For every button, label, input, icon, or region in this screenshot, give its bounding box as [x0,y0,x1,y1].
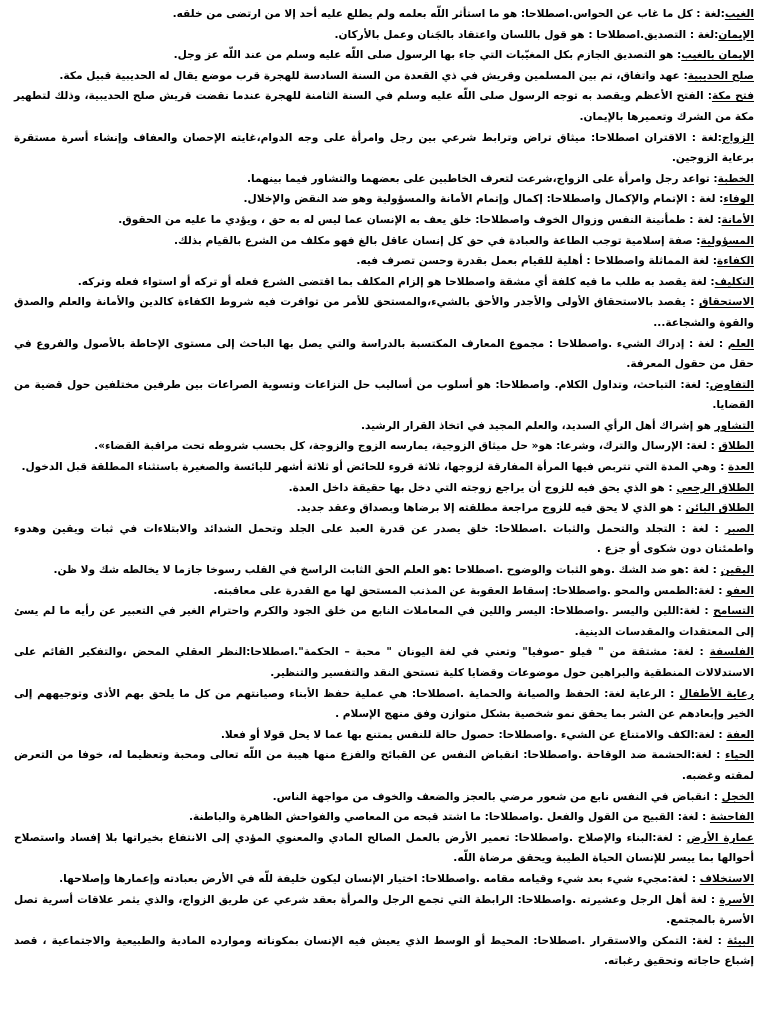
entry-definition: : لغة : إدراك الشيء .واصطلاحا : مجموع المعارف المكتسبة بالدراسة والتي يصل بها الباحث إلى مستوى الإحاطة بالأصول والفروع في حقل من حقول المعرفة. [14,337,754,371]
entry-ghayb [14,4,754,25]
entry-ilm [14,334,754,375]
entry-term: الأمانة [721,213,754,226]
entry-term: الطلاق البائن [685,502,754,515]
entry-definition: : لغة:مجيء شيء بعد شيء وقيامه مقامه .واصطلاحا: اختيار الإنسان ليكون خليفة للّه في الأرض بعبادته وإعمارها وإصلاحها. [59,872,700,885]
entry-definition: : لغة: التباحث، وتداول الكلام. واصطلاحا: هو أسلوب من أساليب حل النزاعات وتسوية الصراعات بين طرفين مختلفين حول قضية من القضايا. [14,378,754,412]
entry-definition: : لغة أهل الرجل وعشيرته .واصطلاحا: الرابطة التي تجمع الرجل والمرأة بعقد شرعي عن طريق الزواج، والذي يثمر علاقات أسرية تصل الأسرة بالمجتمع. [14,893,754,927]
entry-riayat-atfal [14,684,754,725]
entry-term: الفلسفة [709,646,754,659]
entry-term: رعاية الأطفال [679,687,754,700]
entry-definition: : لغة يقصد به طلب ما فيه كلفة أي مشقة واصطلاحا هو إلزام المكلف بما اقتضى الشرع فعله أو تركه أو استواء فعله وتركه. [77,275,715,288]
entry-talaq-rajii [14,478,754,499]
entry-haya [14,745,754,786]
entry-term: الاستخلاف [699,872,754,885]
entry-term: فتح مكة [711,90,755,103]
entry-masuliya [14,231,754,252]
entry-iffa [14,725,754,746]
entry-definition: : يقصد بالاستحقاق الأولى والأجدر والأحق بالشيء،والمستحق للأمر من توافرت فيه شروط الكفاءة كالدين والأمانة والعلم والصدق والقوة والشجاعة... [14,296,754,329]
entry-talaq [14,436,754,457]
entry-term: الاستحقاق [699,296,754,309]
entry-term: البيئة [726,934,754,947]
entry-definition: : لغة: الإرسال والترك، وشرعا: هو« حل ميثاق الزوجية، يمارسه الزوج والزوجة، كل بحسب شروطه تحت مراقبة القضاء». [94,440,719,453]
entry-term: التشاور [714,419,754,432]
entry-taklif [14,272,754,293]
entry-sabr [14,519,754,560]
entry-tafawud [14,375,754,416]
entry-term: عمارة الأرض [686,831,754,844]
entry-term: العلم [727,337,754,350]
entry-definition: :لغة : كل ما غاب عن الحواس.اصطلاحا: هو ما استأثر اللّه بعلمه ولم يطلع عليه أحد إلا من ارتضى من خلقه. [172,8,725,20]
entry-term: الغيب [724,8,754,20]
entry-definition: : عهد واتفاق، تم بين المسلمين وقريش في ذي القعدة من السنة السادسة للهجرة قرب موضع يقال له الحديبية قبيل مكة. [59,69,688,82]
entry-iman-bilghayb [14,45,754,66]
entry-definition: : هو الذي لا يحق فيه للزوج مراجعة مطلقته إلا برضاها وبصداق وعقد جديد. [296,502,686,515]
entry-term: الصبر [725,522,754,535]
entry-kafaa [14,251,754,272]
entry-term: الزواج [721,131,754,144]
entry-definition: : وهي المدة التي تتربص فيها المرأة المفارقة لزوجها، ثلاثة قروء للحائض أو ثلاثة أشهر لليائسة والصغيرة باستثناء المطلقة قبل الدخول. [21,461,729,474]
entry-definition: :لغة : الاقتران اصطلاحا: ميثاق تراض وترابط شرعي بين رجل وامرأة على وجه الدوام،غايته الإحصان والعفاف وإنشاء أسرة مستقرة برعاية الزوجين. [14,131,754,165]
entry-idda [14,457,754,478]
entry-amana [14,210,754,231]
entry-definition: : لغة: التمكن والاستقرار .اصطلاحا: المحيط أو الوسط الذي يعيش فيه الإنسان بمكوناته وموارده المادية والطبيعية والاجتماعية ، قصد إشباع حاجاته وتحقيق رغباته. [14,934,754,968]
entry-khitba [14,169,754,190]
entry-definition: : هو الذي يحق فيه للزوج أن يراجع زوجته التي دخل بها حقيقة داخل العدة. [288,481,677,494]
entry-term: الفاحشة [709,811,754,824]
entry-definition: : الفتح الأعظم ويقصد به توجه الرسول صلى اللّه عليه وسلم في السنة الثامنة للهجرة عندما نقضت قريش صلح الحديبية، وذلك لتطهير مكة من الشرك وتعميرها بالإيمان. [14,90,754,123]
entry-definition: : صفة إسلامية توجب الطاعة والعبادة في حق كل إنسان عاقل بالغ فهو مكلف من الشرع بالقيام بذلك. [173,234,701,247]
entry-term: الأسرة [719,893,754,906]
entry-definition: : تواعد رجل وامرأة على الزواج،شرعت لتعرف الخاطبين على بعضهما والتشاور فيما بينهما. [246,172,718,185]
entry-biaa [14,931,754,972]
entry-term: العفو [726,584,754,597]
entry-term: العفة [726,728,754,741]
entry-definition: : لغة: مشتقة من " فيلو -صوفيا" وتعني في لغة اليونان " محبة – الحكمة".اصطلاحا:النظر العقلي المحض ،والتفكير القائم على الاستدلالات المنطقية والبراهين حول موضوعات وقضايا كلية تستحق النقد والتفسير والتنظير. [14,646,754,679]
entry-term: المسؤولية [700,234,754,247]
entry-term: التكليف [714,275,754,288]
entry-term: التفاوض [709,378,754,391]
entry-definition: :لغة : التصديق.اصطلاحا : هو قول باللسان واعتقاد بالجَنان وعمل بالأركان. [334,28,719,41]
entry-yaqin [14,560,754,581]
entry-definition: : انقباض في النفس نابع من شعور مرضي بالعجز والضعف والخوف من مواجهة الناس. [272,790,722,803]
entry-falsafa [14,642,754,683]
entry-sulh-hudaybiya [14,66,754,87]
entry-definition: : لغة : التجلد والتحمل والثبات .اصطلاحا: خلق يصدر عن قدرة العبد على الجلد وتحمل الشدائد والابتلاءات في ثبات ويقين وهدوء واطمئنان دون شكوى أو جزع . [14,522,754,556]
entry-term: العدة [728,461,754,474]
entry-term: اليقين [720,564,754,577]
entry-afw [14,581,754,602]
entry-definition: : لغة المماثلة واصطلاحا : أهلية للقيام بعمل بقدرة وحسن تصرف فيه. [356,255,717,268]
entry-term: الإيمان [718,28,754,41]
entry-khajal [14,787,754,808]
entry-term: الخطبة [717,172,754,185]
entry-definition: : لغة: القبيح من القول والفعل .واصطلاحا: ما اشتد قبحه من المعاصي والفواحش الظاهرة والباطنة. [189,811,710,824]
entry-definition: : لغة :هو ضد الشك .وهو الثبات والوضوح .اصطلاحا :هو العلم الحق الثابت الراسخ في القلب رسوخا جازما لا يخالطه شك ولا ظن. [53,564,721,577]
entry-term: الحياء [725,749,754,762]
entry-imarat-ard [14,828,754,869]
entry-definition: : لغة:البناء والإصلاح .واصطلاحا: تعمير الأرض بالعمل الصالح المادي والمعنوي المؤدي إلى الانتفاع بخيراتها بلا إفساد واستصلاح أحوالها بما ييسر للإنسان الحياة الطيبة ويحقق مرضاة اللّه. [14,831,754,865]
entry-wafa [14,189,754,210]
entry-fath-makka [14,86,754,127]
entry-definition: : هو التصديق الجازم بكل المغيّبات التي جاء بها الرسول صلى اللّه عليه وسلم من عند اللّه عز وجل. [173,49,682,62]
entry-term: الطلاق [718,440,754,453]
entry-term: الوفاء [723,193,754,206]
entry-term: الإيمان بالغيب [681,49,754,62]
entry-definition: : لغة:الكف والامتناع عن الشيء .واصطلاحا: حصول حالة للنفس يمتنع بها عما لا يحل قولا أو فعلا. [220,728,727,741]
entry-fahisha [14,807,754,828]
entry-tashawur [14,416,754,437]
entry-zawaj [14,128,754,169]
entry-istikhlaf [14,869,754,890]
entry-term: الخجل [721,790,754,803]
entry-istihqaq [14,292,754,333]
entry-tasamuh [14,601,754,642]
entry-definition: هو إشراك أهل الرأي السديد، والعلم المجيد في اتخاذ القرار الرشيد. [360,419,715,432]
entry-definition: : لغة:اللين واليسر .واصطلاحا: اليسر واللين في المعاملات النابع من خلق الجود والكرم واحترام الغير في التعبير عن رأيه ما لم يسئ إلى المعتقدات والمقدسات الدينية. [14,605,754,638]
entry-term: الطلاق الرجعي [676,481,754,494]
entry-definition: : لغة:الحشمة ضد الوقاحة .واصطلاحا: انقباض النفس عن القبائح والفزع منها هيبة من اللّه تعالى ومحبة وتعظيما له، خوفا من التعرض لمقته وغضبه. [14,749,754,782]
entry-term: الكفاءة [716,255,754,268]
entry-definition: : لغة:الطمس والمحو .واصطلاحا: إسقاط العقوبة عن المذنب المستحق لها مع القدرة على معاقبته. [213,584,727,597]
entry-definition: : لغة : الإتمام والإكمال واصطلاحا: إكمال وإتمام الأمانة والمسؤولية وهو ضد النقض والإخلال. [243,193,724,206]
entry-term: صلح الحديبية [687,69,754,82]
entry-usra [14,890,754,931]
entry-definition: : الرعاية لغة: الحفظ والصيانة والحماية .اصطلاحا: هي عملية حفظ الأبناء وصيانتهم من كل ما يلحق بهم الأذى وتوجيههم إلى الخير وإبعادهم عن الشر بما يحقق نمو شخصية بشكل متوازن وفق منهج الإسلام . [14,687,754,721]
entry-iman [14,25,754,46]
entry-talaq-bain [14,498,754,519]
entry-term: التسامح [713,605,754,618]
entry-definition: : لغة : طمأنينة النفس وزوال الخوف واصطلاحا: خلق يعف به الإنسان عما ليس له به حق ، ويؤدي ما عليه من الحقوق. [118,213,722,226]
